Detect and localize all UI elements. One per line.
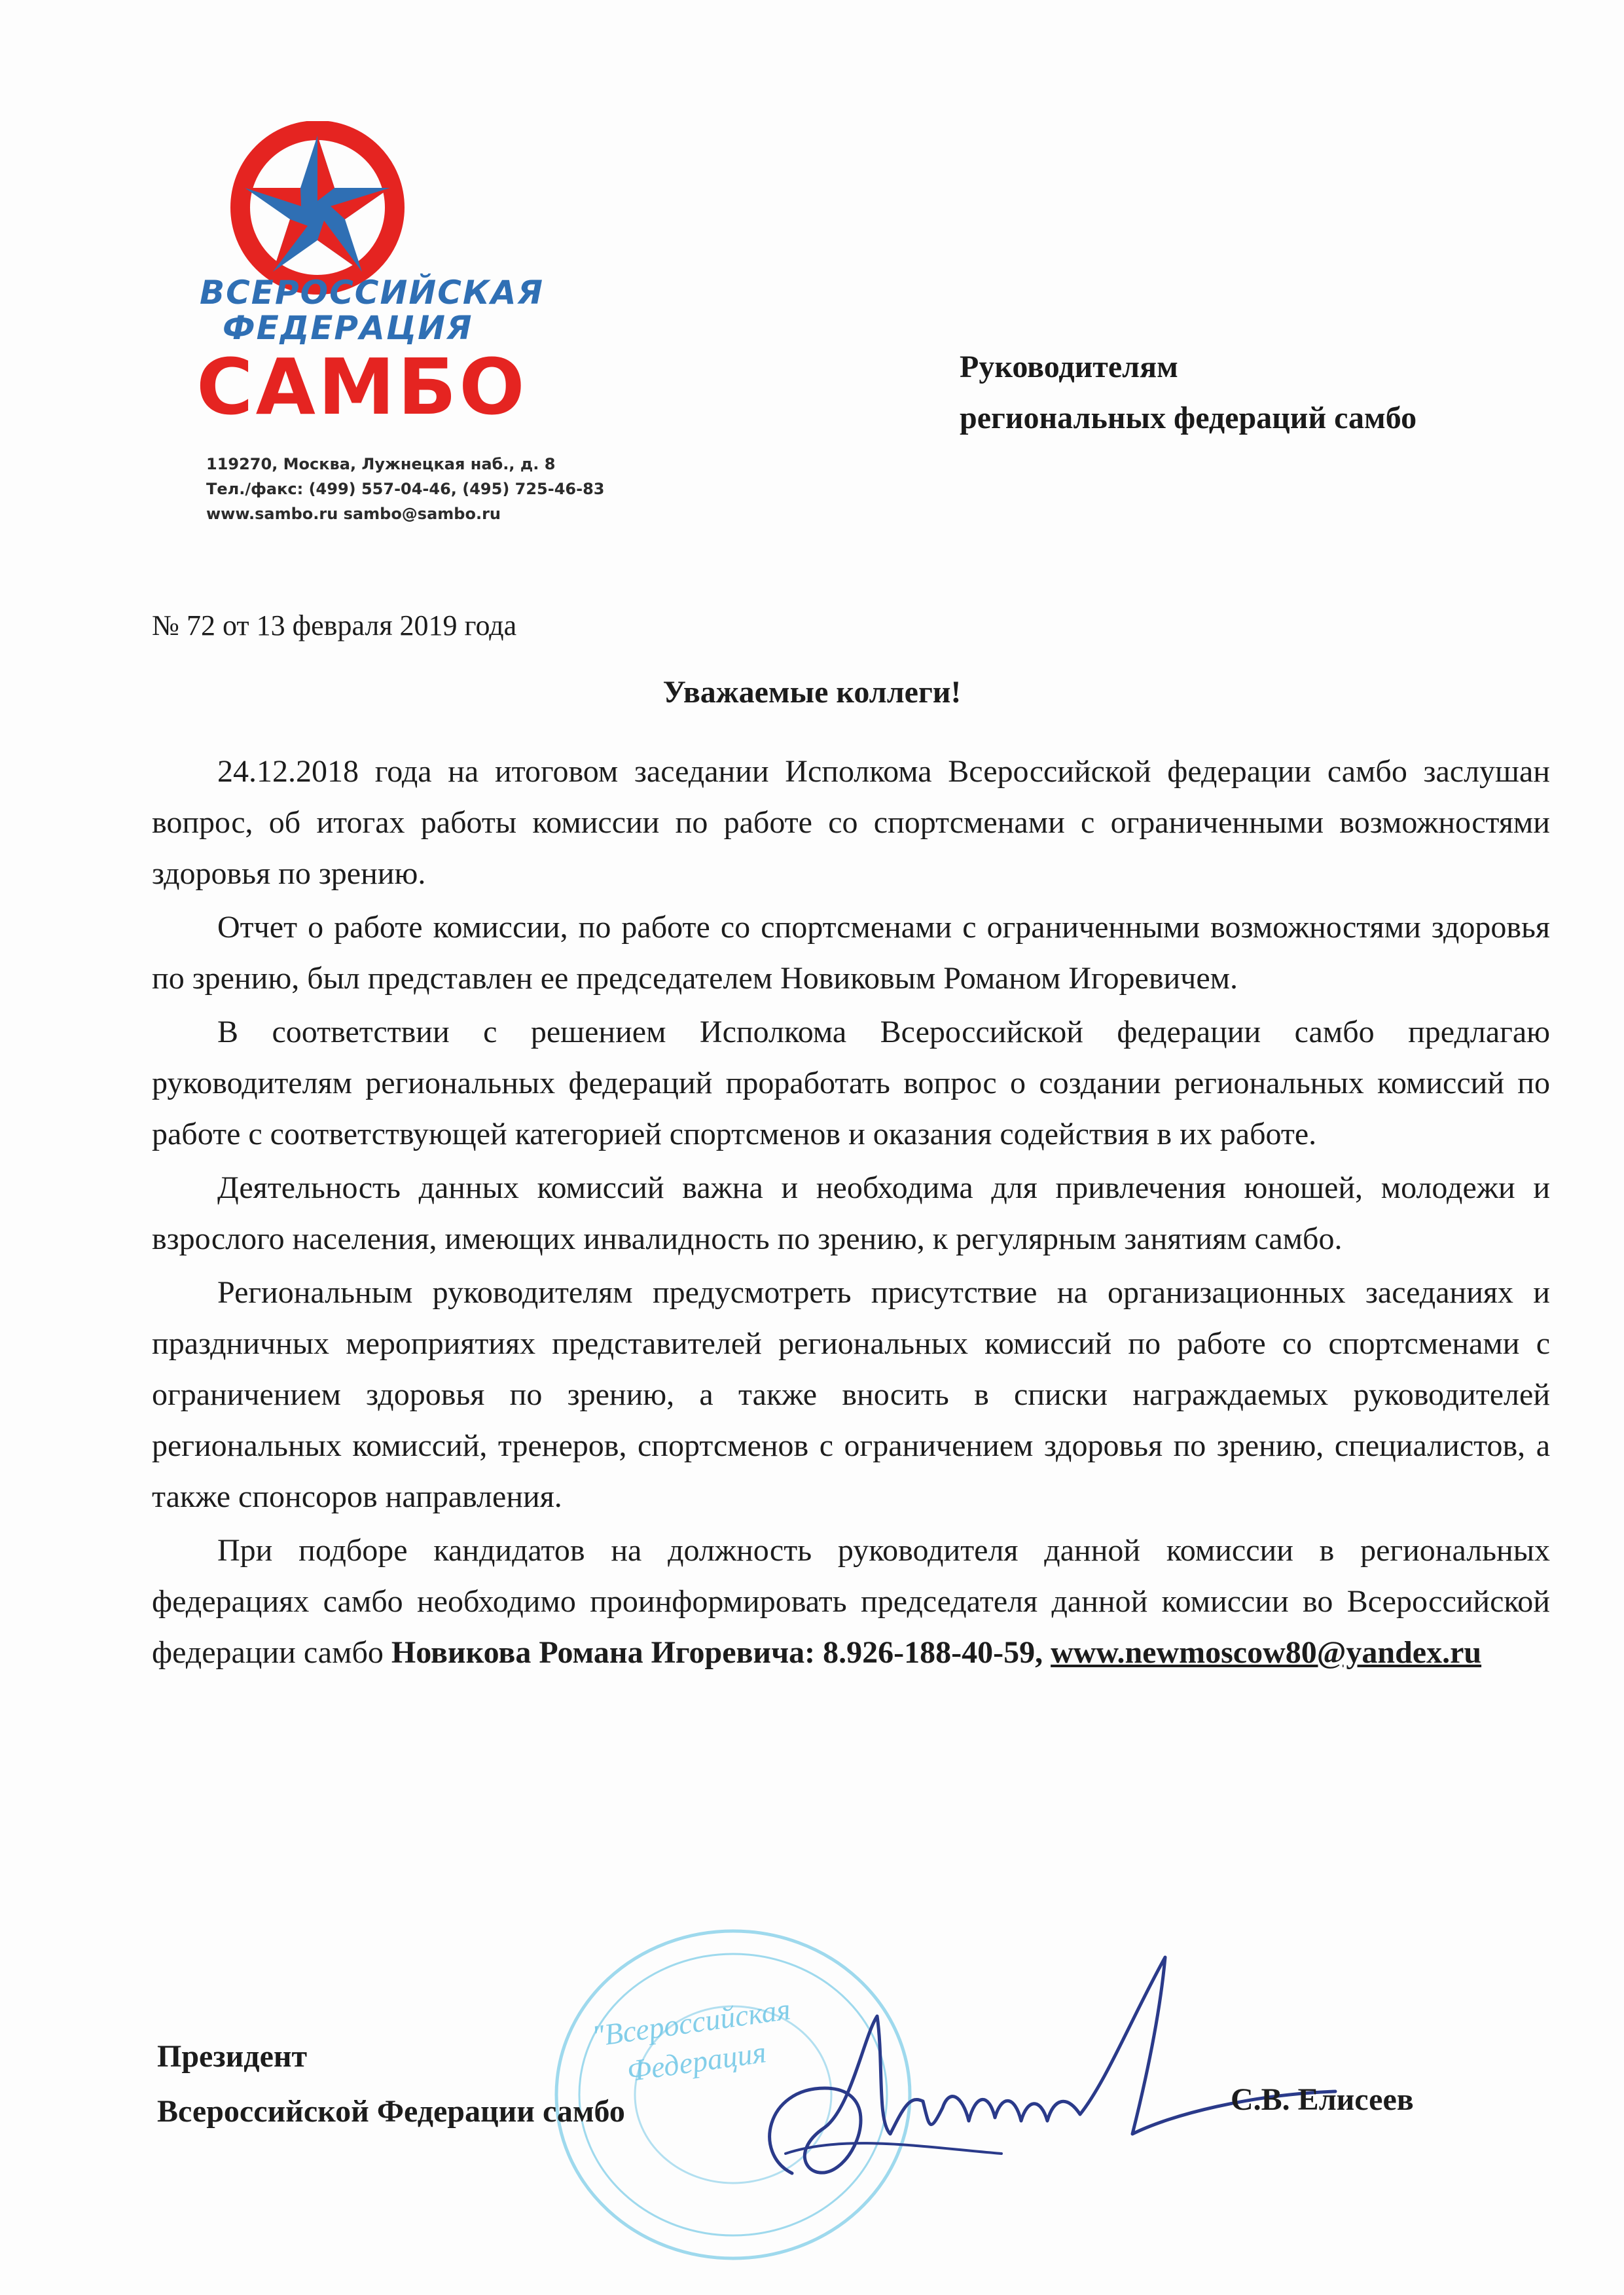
letter-body [152, 746, 1550, 1678]
addressee-line2: региональных федераций самбо [960, 401, 1417, 435]
paragraph-4: Деятельность данных комиссий важна и необходима для привлечения юношей, молодежи и взрослого населения, имеющих инвалидность по зрению, к регулярным занятиям самбо. [152, 1170, 1550, 1256]
document-number: № 72 от 13 февраля 2019 года [152, 609, 517, 642]
stamp-text: "Всероссийская Федерация [589, 1992, 793, 2088]
org-address: 119270, Москва, Лужнецкая наб., д. 8 [206, 455, 556, 473]
org-phone: Тел./факс: (499) 557-04-46, (495) 725-46-83 [206, 480, 605, 498]
signatory-title-line2: Всероссийской Федерации самбо [157, 2094, 625, 2129]
paragraph-5: Региональным руководителям предусмотреть присутствие на организационных заседаниях и праздничных мероприятиях представителей региональных комиссий по работе со спортсменами с ограничением здоровья по зрению, а также вносить в списки награждаемых руководителей региональных комиссий, тренеров, спортсменов с ограничением здоровья по зрению, специалистов, а также спонсоров направления. [152, 1275, 1550, 1514]
signatory-name: С.В. Елисеев [1231, 2082, 1414, 2117]
contact-person: Новикова Романа Игоревича: 8.926-188-40-59, [391, 1635, 1051, 1670]
logo-text-line1: ВСЕРОССИЙСКАЯ [200, 274, 544, 312]
paragraph-6-text: При подборе кандидатов на должность руководителя данной комиссии в региональных федерациях самбо необходимо проинформировать председателя данной комиссии во Всероссийской федерации самбо [152, 1533, 1550, 1670]
paragraph-1: 24.12.2018 года на итоговом заседании Исполкома Всероссийской федерации самбо заслушан вопрос, об итогах работы комиссии по работе со спортсменами с ограниченными возможностями здоровья по зрению. [152, 754, 1550, 891]
signatory-title [157, 2029, 625, 2139]
org-web: www.sambo.ru sambo@sambo.ru [206, 505, 501, 523]
signatory-title-line1: Президент [157, 2039, 308, 2074]
logo-text-sambo: САМБО [196, 342, 528, 432]
contact-email-link[interactable]: www.newmoscow80@yandex.ru [1051, 1635, 1482, 1670]
paragraph-3: В соответствии с решением Исполкома Всероссийской федерации самбо предлагаю руководителям региональных федераций проработать вопрос о создании региональных комиссий по работе с соответствующей категорией спортсменов и оказания содействия в их работе. [152, 1015, 1550, 1151]
addressee-line1: Руководителям [960, 350, 1178, 384]
paragraph-2: Отчет о работе комиссии, по работе со спортсменами с ограниченными возможностями здоровья по зрению, был представлен ее председателем Новиковым Романом Игоревичем. [152, 910, 1550, 996]
greeting: Уважаемые коллеги! [662, 675, 962, 710]
addressee [960, 342, 1549, 444]
paragraph-6 [152, 1525, 1550, 1678]
logo-text-line2: ФЕДЕРАЦИЯ [223, 309, 473, 347]
sambo-star-logo-icon [196, 121, 432, 298]
org-contacts [206, 452, 664, 526]
